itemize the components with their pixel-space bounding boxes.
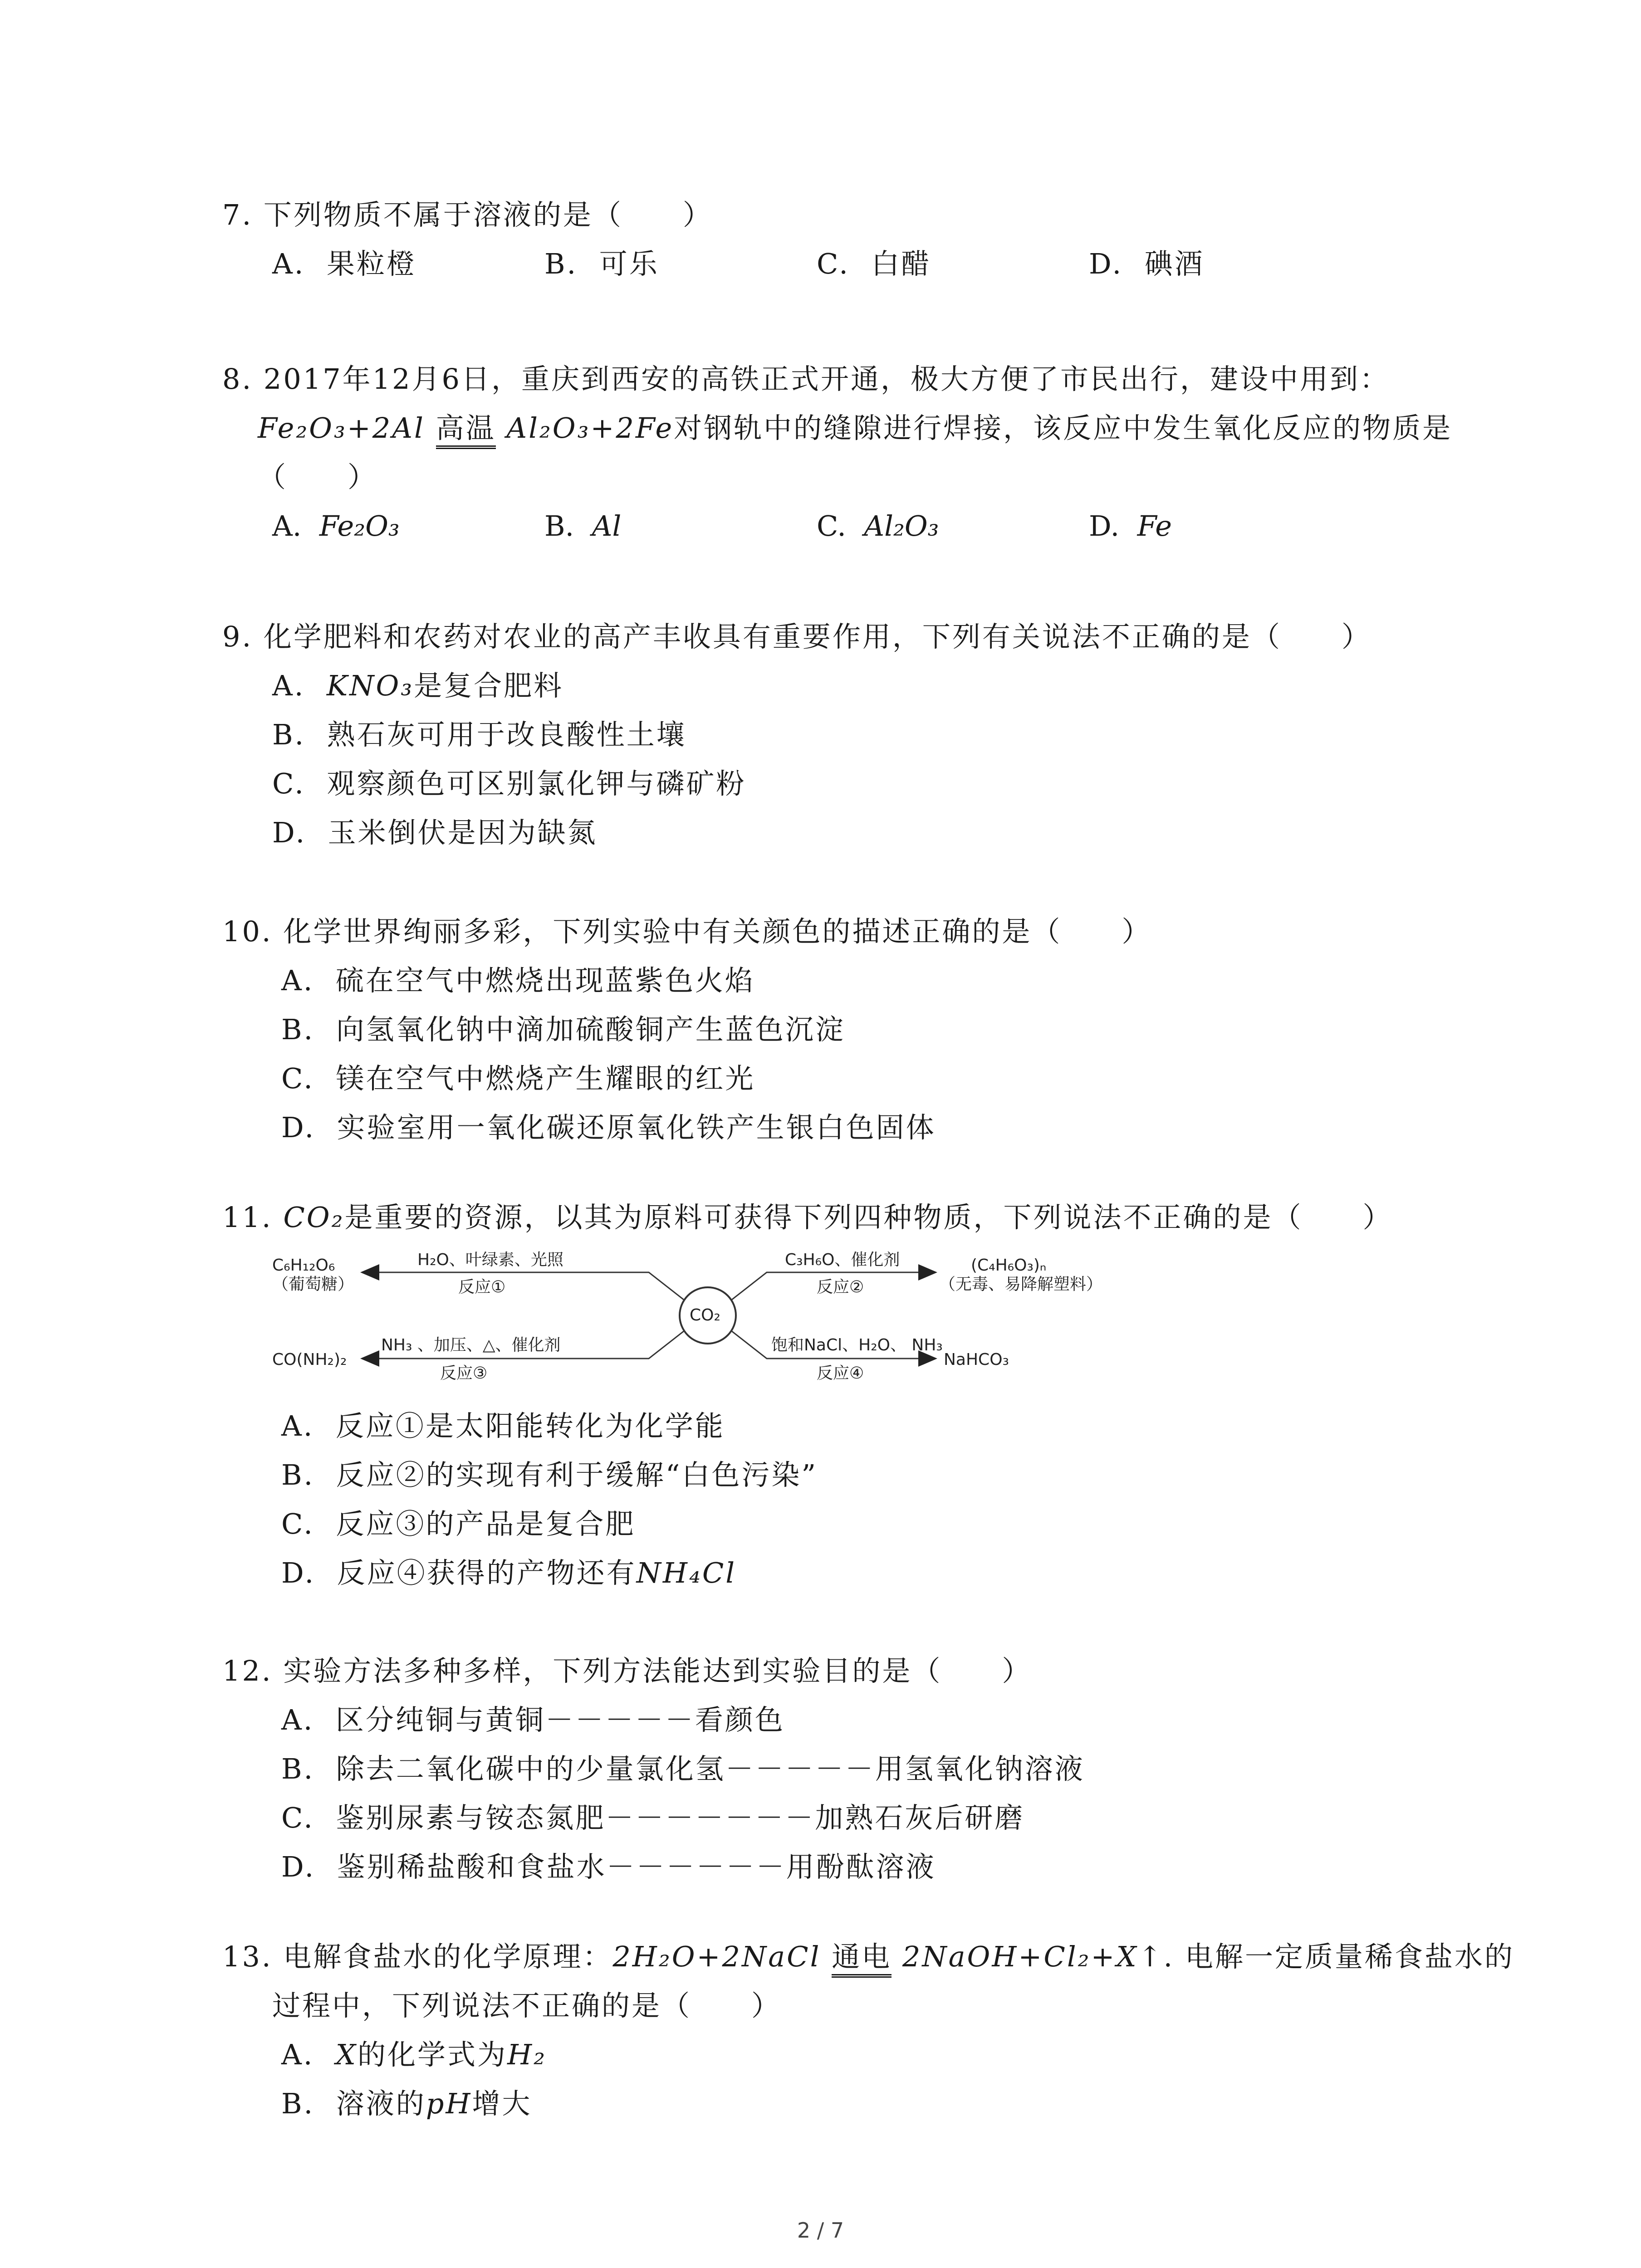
stem-text: . 电解一定质量稀食盐水的 bbox=[1163, 1940, 1514, 1973]
stem-text: 2017年12月6日，重庆到西安的高铁正式开通，极大方便了市民出行，建设中用到： bbox=[263, 362, 1390, 396]
stem-formula: CO₂ bbox=[283, 1201, 345, 1234]
question-number: 7. bbox=[222, 198, 253, 231]
question-number: 8. bbox=[222, 362, 253, 396]
question-10 bbox=[222, 907, 1474, 1152]
option-d: D. 碘酒 bbox=[1089, 247, 1205, 280]
question-number: 13. bbox=[222, 1940, 273, 1973]
question-stem bbox=[222, 191, 1474, 240]
option-d: D. Fe bbox=[1089, 509, 1172, 543]
question-stem bbox=[222, 1193, 1474, 1242]
co2-center-label: CO₂ bbox=[690, 1306, 720, 1325]
product-2-name: (C₄H₆O₃)ₙ bbox=[971, 1256, 1047, 1275]
option-c: C. Al₂O₃ bbox=[817, 509, 939, 543]
stem-text: 是重要的资源，以其为原料可获得下列四种物质，下列说法不正确的是（ ） bbox=[344, 1201, 1393, 1234]
product-3-name: CO(NH₂)₂ bbox=[272, 1350, 347, 1369]
option-d: D. 鉴别稀盐酸和食盐水－－－－－－用酚酞溶液 bbox=[281, 1850, 936, 1883]
product-4-name: NaHCO₃ bbox=[944, 1350, 1009, 1369]
option-a: A. 硫在空气中燃烧出现蓝紫色火焰 bbox=[281, 964, 755, 997]
stem-text: 下列物质不属于溶液的是（ ） bbox=[263, 198, 713, 231]
stem-line-2: 过程中，下列说法不正确的是（ ） bbox=[272, 1989, 782, 2022]
option-c: C. 镁在空气中燃烧产生耀眼的红光 bbox=[281, 1062, 755, 1095]
question-number: 10. bbox=[222, 915, 273, 948]
option-a: A. 区分纯铜与黄铜－－－－－看颜色 bbox=[281, 1703, 785, 1736]
option-a: A. 果粒橙 bbox=[272, 247, 416, 280]
reaction-2-label: 反应② bbox=[817, 1278, 864, 1296]
question-number: 11. bbox=[222, 1201, 273, 1234]
page-number: 2 / 7 bbox=[797, 2218, 844, 2243]
option-b: B. 熟石灰可用于改良酸性土壤 bbox=[272, 718, 686, 751]
option-c: C. 白醋 bbox=[817, 247, 931, 280]
equation-products: Al₂O₃+2Fe bbox=[506, 411, 674, 445]
stem-text: 对钢轨中的缝隙进行焊接，该反应中发生氧化反应的物质是（ ） bbox=[258, 411, 1453, 494]
option-c: C. 鉴别尿素与铵态氮肥－－－－－－－加熟石灰后研磨 bbox=[281, 1801, 1025, 1834]
option-a: A. Fe₂O₃ bbox=[272, 509, 400, 543]
option-a: A. KNO₃是复合肥料 bbox=[272, 669, 564, 702]
question-13 bbox=[222, 1932, 1514, 2128]
question-number: 12. bbox=[222, 1654, 273, 1687]
equation-reactants: Fe₂O₃+2Al bbox=[258, 411, 425, 445]
reaction-1-label: 反应① bbox=[458, 1278, 506, 1296]
equation-products: 2NaOH+Cl₂+X↑ bbox=[902, 1940, 1164, 1973]
question-11 bbox=[222, 1193, 1474, 1598]
equation-condition: 高温 bbox=[436, 411, 496, 449]
reaction-2-condition: C₃H₆O、催化剂 bbox=[785, 1251, 900, 1269]
question-9 bbox=[222, 612, 1474, 857]
option-c: C. 观察颜色可区别氯化钾与磷矿粉 bbox=[272, 767, 746, 800]
equation-reactants: 2H₂O+2NaCl bbox=[612, 1940, 821, 1973]
stem-text: 化学肥料和农药对农业的高产丰收具有重要作用，下列有关说法不正确的是（ ） bbox=[263, 620, 1372, 653]
option-c: C. 反应③的产品是复合肥 bbox=[281, 1507, 636, 1540]
product-1-name: C₆H₁₂O₆ bbox=[272, 1256, 335, 1275]
question-8 bbox=[222, 355, 1474, 551]
option-d: D. 实验室用一氧化碳还原氧化铁产生银白色固体 bbox=[281, 1111, 936, 1144]
question-stem bbox=[222, 1647, 1474, 1696]
reaction-diagram bbox=[272, 1247, 1125, 1397]
stem-text: 化学世界绚丽多彩，下列实验中有关颜色的描述正确的是（ ） bbox=[283, 915, 1152, 948]
option-a: A. X的化学式为H₂ bbox=[281, 2038, 547, 2071]
question-stem bbox=[222, 907, 1474, 956]
reaction-1-condition: H₂O、叶绿素、光照 bbox=[417, 1251, 563, 1269]
option-b: B. Al bbox=[544, 509, 622, 543]
question-7 bbox=[222, 191, 1474, 288]
product-1-note: （葡萄糖） bbox=[272, 1275, 354, 1294]
question-stem bbox=[222, 612, 1474, 661]
option-b: B. 向氢氧化钠中滴加硫酸铜产生蓝色沉淀 bbox=[281, 1013, 845, 1046]
reaction-4-condition: 饱和NaCl、H₂O、 NH₃ bbox=[771, 1336, 943, 1354]
reaction-3-label: 反应③ bbox=[440, 1364, 488, 1383]
reaction-4-label: 反应④ bbox=[817, 1364, 864, 1383]
option-a: A. 反应①是太阳能转化为化学能 bbox=[281, 1409, 725, 1442]
arrow-reaction-1 bbox=[363, 1272, 684, 1300]
option-d: D. 反应④获得的产物还有NH₄Cl bbox=[281, 1556, 737, 1589]
reaction-3-condition: NH₃ 、加压、△、催化剂 bbox=[381, 1336, 561, 1354]
question-stem bbox=[222, 1932, 1514, 1981]
options-row bbox=[272, 502, 1474, 551]
question-stem bbox=[222, 355, 1474, 404]
option-b: B. 反应②的实现有利于缓解“白色污染” bbox=[281, 1458, 818, 1491]
option-d: D. 玉米倒伏是因为缺氮 bbox=[272, 816, 598, 849]
option-b: B. 除去二氧化碳中的少量氯化氢－－－－－用氢氧化钠溶液 bbox=[281, 1752, 1085, 1785]
option-b: B. 溶液的pH增大 bbox=[281, 2087, 532, 2120]
reaction-line bbox=[258, 404, 1474, 502]
question-number: 9. bbox=[222, 620, 253, 653]
product-2-note: （无毒、易降解塑料） bbox=[939, 1275, 1103, 1294]
stem-text: 电解食盐水的化学原理： bbox=[283, 1940, 613, 1973]
option-b: B. 可乐 bbox=[544, 247, 659, 280]
question-12 bbox=[222, 1647, 1474, 1892]
stem-text: 实验方法多种多样，下列方法能达到实验目的是（ ） bbox=[283, 1654, 1032, 1687]
options-row bbox=[272, 240, 1474, 288]
equation-condition: 通电 bbox=[832, 1940, 892, 1978]
